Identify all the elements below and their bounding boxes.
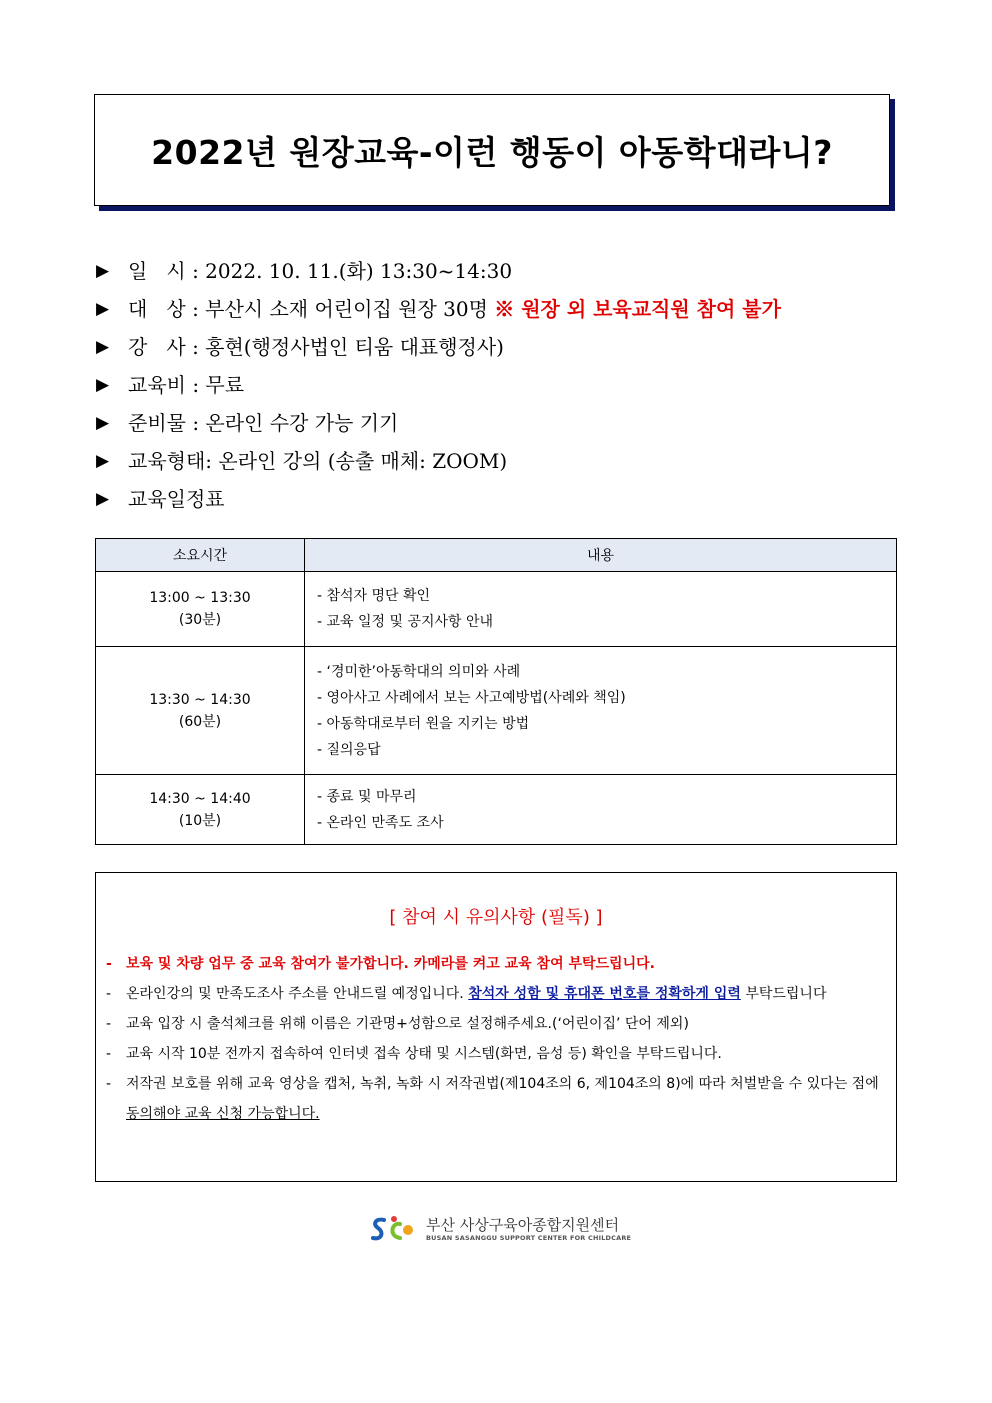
- info-prep: ▶ 준비물 : 온라인 수강 가능 기기: [96, 404, 896, 442]
- center-logo-icon: [370, 1214, 420, 1244]
- triangle-bullet-icon: ▶: [96, 451, 110, 471]
- org-name-en: BUSAN SASANGGU SUPPORT CENTER FOR CHILDCARE: [426, 1234, 632, 1242]
- triangle-bullet-icon: ▶: [96, 413, 110, 433]
- info-value: 부산시 소재 어린이집 원장 30명: [205, 297, 488, 321]
- table-row: [96, 647, 897, 775]
- info-fee: ▶ 교육비 : 무료: [96, 366, 896, 404]
- info-value: 온라인 수강 가능 기기: [205, 411, 399, 435]
- list-item: - 참석자 명단 확인: [317, 588, 431, 604]
- info-list: [96, 252, 896, 518]
- list-item: - 종료 및 마무리: [317, 788, 417, 805]
- info-date: ▶ 일 시 : 2022. 10. 11.(화) 13:30~14:30: [96, 252, 896, 290]
- list-item: - 아동학대로부터 원을 지키는 방법: [317, 715, 530, 732]
- notice-text: 교육 시작 10분 전까지 접속하여 인터넷 접속 상태 및 시스템(화면, 음성 등) 확인을 부탁드립니다.: [126, 1046, 722, 1062]
- content-cell: [305, 572, 897, 647]
- info-value: 홍현(행정사법인 티움 대표행정사): [205, 335, 504, 359]
- header-time: 소요시간: [96, 539, 305, 572]
- info-label: 대 상: [128, 297, 186, 321]
- notice-item: - 저작권 보호를 위해 교육 영상을 캡처, 녹취, 녹화 시 저작권법(제104조의 6, 제104조의 8)에 따라 처벌받을 수 있다는 점에 동의해야 교육 신청 가능합니다.: [106, 1069, 886, 1129]
- info-lecturer: ▶ 강 사 : 홍현(행정사법인 티움 대표행정사): [96, 328, 896, 366]
- info-label: 교육비: [128, 373, 186, 397]
- notice-list: [96, 949, 896, 1129]
- time-range: 13:00 ~ 13:30: [149, 590, 251, 606]
- list-item: - 질의응답: [317, 741, 381, 758]
- list-item: - 교육 일정 및 공지사항 안내: [317, 614, 494, 630]
- duration: (60분): [178, 713, 222, 730]
- info-label: 일 시: [128, 259, 186, 283]
- list-item: - 영아사고 사례에서 보는 사고예방법(사례와 책임): [317, 689, 626, 706]
- header-content: 내용: [305, 539, 897, 572]
- time-cell: [96, 572, 305, 647]
- notice-title: [ 참여 시 유의사항 (필독) ]: [389, 907, 603, 928]
- time-cell: [96, 647, 305, 775]
- info-label: 강 사: [128, 335, 186, 359]
- info-value: 온라인 강의 (송출 매체: ZOOM): [218, 449, 508, 473]
- table-row: [96, 572, 897, 647]
- table-header: [96, 539, 897, 572]
- triangle-bullet-icon: ▶: [96, 489, 110, 509]
- notice-box: [95, 872, 897, 1182]
- content-cell: [305, 775, 897, 845]
- triangle-bullet-icon: ▶: [96, 261, 110, 281]
- info-schedule: [96, 480, 896, 518]
- title-box: [94, 94, 890, 206]
- table-row: [96, 775, 897, 845]
- time-cell: [96, 775, 305, 845]
- duration: (10분): [178, 812, 222, 829]
- triangle-bullet-icon: ▶: [96, 375, 110, 395]
- schedule-table: [95, 538, 897, 845]
- notice-item: - 보육 및 차량 업무 중 교육 참여가 불가합니다. 카메라를 켜고 교육 참여 부탁드립니다.: [106, 949, 886, 979]
- list-item: - ‘경미한’아동학대의 의미와 사례: [317, 663, 521, 680]
- info-label: 준비물: [128, 411, 186, 435]
- org-name-ko: 부산 사상구육아종합지원센터: [426, 1216, 620, 1234]
- time-range: 14:30 ~ 14:40: [149, 790, 251, 807]
- list-item: - 온라인 만족도 조사: [317, 814, 444, 831]
- info-value: 무료: [205, 373, 245, 397]
- emphasis-underline: 참석자 성함 및 휴대폰 번호를 정확하게 입력: [468, 986, 741, 1002]
- triangle-bullet-icon: ▶: [96, 299, 110, 319]
- info-value: 2022. 10. 11.(화) 13:30~14:30: [205, 259, 513, 283]
- notice-text: 저작권 보호를 위해 교육 영상을 캡처, 녹취, 녹화 시 저작권법(제104조의 6, 제104조의 8)에 따라 처벌받을 수 있다는 점에 동의해야 교육 신청 가능합니다.: [126, 1076, 879, 1122]
- notice-item: - 교육 시작 10분 전까지 접속하여 인터넷 접속 상태 및 시스템(화면, 음성 등) 확인을 부탁드립니다.: [106, 1039, 886, 1069]
- info-label: 교육형태: [128, 449, 206, 473]
- info-format: ▶ 교육형태 : 온라인 강의 (송출 매체: ZOOM): [96, 442, 896, 480]
- page-title: 2022년 원장교육-이런 행동이 아동학대라니?: [151, 132, 833, 172]
- duration: (30분): [178, 612, 222, 628]
- notice-item: - 교육 입장 시 출석체크를 위해 이름은 기관명+성함으로 설정해주세요.(‘어린이집’ 단어 제외): [106, 1009, 886, 1039]
- notice-text: 온라인강의 및 만족도조사 주소를 안내드릴 예정입니다. 참석자 성함 및 휴대폰 번호를 정확하게 입력 부탁드립니다: [126, 986, 827, 1002]
- time-range: 13:30 ~ 14:30: [149, 691, 251, 708]
- notice-text: 보육 및 차량 업무 중 교육 참여가 불가합니다. 카메라를 켜고 교육 참여 부탁드립니다.: [126, 956, 655, 972]
- info-target: ▶ 대 상 : 부산시 소재 어린이집 원장 30명 ※ 원장 외 보육교직원 참여 불가: [96, 290, 896, 328]
- info-warning: ※ 원장 외 보육교직원 참여 불가: [494, 297, 781, 321]
- notice-text: 교육 입장 시 출석체크를 위해 이름은 기관명+성함으로 설정해주세요.(‘어린이집’ 단어 제외): [126, 1016, 689, 1032]
- triangle-bullet-icon: ▶: [96, 337, 110, 357]
- notice-item: - 온라인강의 및 만족도조사 주소를 안내드릴 예정입니다. 참석자 성함 및 휴대폰 번호를 정확하게 입력 부탁드립니다: [106, 979, 886, 1009]
- info-label: 교육일정표: [128, 487, 225, 511]
- content-cell: [305, 647, 897, 775]
- footer-logo: [370, 1214, 631, 1244]
- emphasis-underline: 동의해야 교육 신청 가능합니다.: [126, 1106, 320, 1122]
